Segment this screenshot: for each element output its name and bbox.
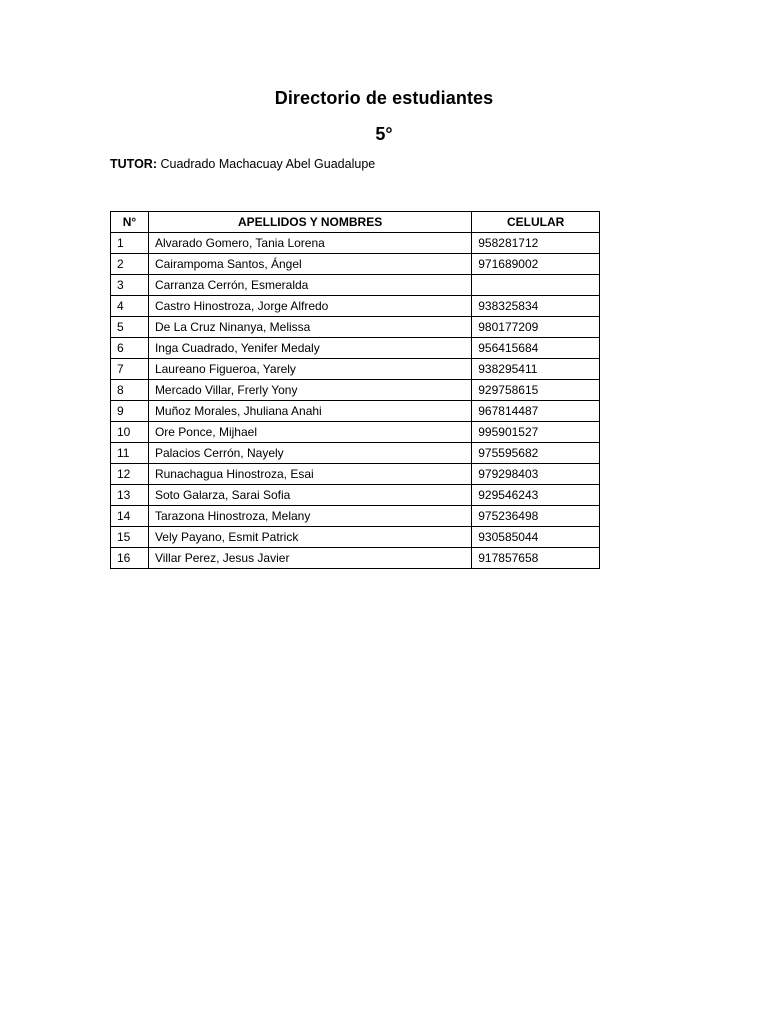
- table-row: [111, 275, 600, 296]
- header-names: APELLIDOS Y NOMBRES: [148, 212, 471, 233]
- cell-name: Tarazona Hinostroza, Melany: [148, 506, 471, 527]
- table-row: [111, 548, 600, 569]
- cell-phone: 975595682: [472, 443, 600, 464]
- cell-number: 8: [111, 380, 149, 401]
- cell-name: Soto Galarza, Sarai Sofia: [148, 485, 471, 506]
- cell-name: Palacios Cerrón, Nayely: [148, 443, 471, 464]
- tutor-line: [110, 157, 375, 171]
- cell-number: 13: [111, 485, 149, 506]
- cell-phone: 929546243: [472, 485, 600, 506]
- cell-name: Villar Perez, Jesus Javier: [148, 548, 471, 569]
- grade-heading: 5°: [375, 124, 393, 144]
- table-row: [111, 443, 600, 464]
- cell-number: 10: [111, 422, 149, 443]
- cell-name: Runachagua Hinostroza, Esai: [148, 464, 471, 485]
- table-header-row: [111, 212, 600, 233]
- table-row: [111, 485, 600, 506]
- cell-phone: 995901527: [472, 422, 600, 443]
- cell-name: Muñoz Morales, Jhuliana Anahi: [148, 401, 471, 422]
- cell-name: Ore Ponce, Mijhael: [148, 422, 471, 443]
- cell-phone: [472, 275, 600, 296]
- header-number: N°: [111, 212, 149, 233]
- cell-number: 15: [111, 527, 149, 548]
- cell-name: Laureano Figueroa, Yarely: [148, 359, 471, 380]
- table-row: [111, 506, 600, 527]
- cell-name: Castro Hinostroza, Jorge Alfredo: [148, 296, 471, 317]
- cell-phone: 979298403: [472, 464, 600, 485]
- cell-name: Cairampoma Santos, Ángel: [148, 254, 471, 275]
- cell-phone: 975236498: [472, 506, 600, 527]
- tutor-name: Cuadrado Machacuay Abel Guadalupe: [160, 157, 376, 171]
- cell-number: 12: [111, 464, 149, 485]
- cell-phone: 956415684: [472, 338, 600, 359]
- student-directory-table: [110, 211, 600, 569]
- cell-phone: 980177209: [472, 317, 600, 338]
- table-row: [111, 296, 600, 317]
- table-row: [111, 254, 600, 275]
- page-title: Directorio de estudiantes: [274, 88, 494, 108]
- cell-name: Vely Payano, Esmit Patrick: [148, 527, 471, 548]
- table-row: [111, 338, 600, 359]
- cell-number: 7: [111, 359, 149, 380]
- cell-number: 1: [111, 233, 149, 254]
- cell-phone: 930585044: [472, 527, 600, 548]
- cell-phone: 938325834: [472, 296, 600, 317]
- cell-name: Carranza Cerrón, Esmeralda: [148, 275, 471, 296]
- table-row: [111, 317, 600, 338]
- table-row: [111, 464, 600, 485]
- cell-number: 3: [111, 275, 149, 296]
- cell-phone: 917857658: [472, 548, 600, 569]
- cell-number: 16: [111, 548, 149, 569]
- cell-name: Inga Cuadrado, Yenifer Medaly: [148, 338, 471, 359]
- cell-number: 5: [111, 317, 149, 338]
- cell-name: Mercado Villar, Frerly Yony: [148, 380, 471, 401]
- cell-phone: 958281712: [472, 233, 600, 254]
- cell-phone: 971689002: [472, 254, 600, 275]
- cell-phone: 929758615: [472, 380, 600, 401]
- cell-phone: 967814487: [472, 401, 600, 422]
- header-phone: CELULAR: [472, 212, 600, 233]
- table-row: [111, 359, 600, 380]
- cell-number: 9: [111, 401, 149, 422]
- cell-number: 4: [111, 296, 149, 317]
- table-row: [111, 233, 600, 254]
- cell-number: 14: [111, 506, 149, 527]
- cell-number: 2: [111, 254, 149, 275]
- table-row: [111, 422, 600, 443]
- table-row: [111, 401, 600, 422]
- cell-name: De La Cruz Ninanya, Melissa: [148, 317, 471, 338]
- cell-number: 11: [111, 443, 149, 464]
- cell-name: Alvarado Gomero, Tania Lorena: [148, 233, 471, 254]
- cell-number: 6: [111, 338, 149, 359]
- table-row: [111, 380, 600, 401]
- cell-phone: 938295411: [472, 359, 600, 380]
- table-row: [111, 527, 600, 548]
- tutor-label: TUTOR:: [110, 157, 157, 171]
